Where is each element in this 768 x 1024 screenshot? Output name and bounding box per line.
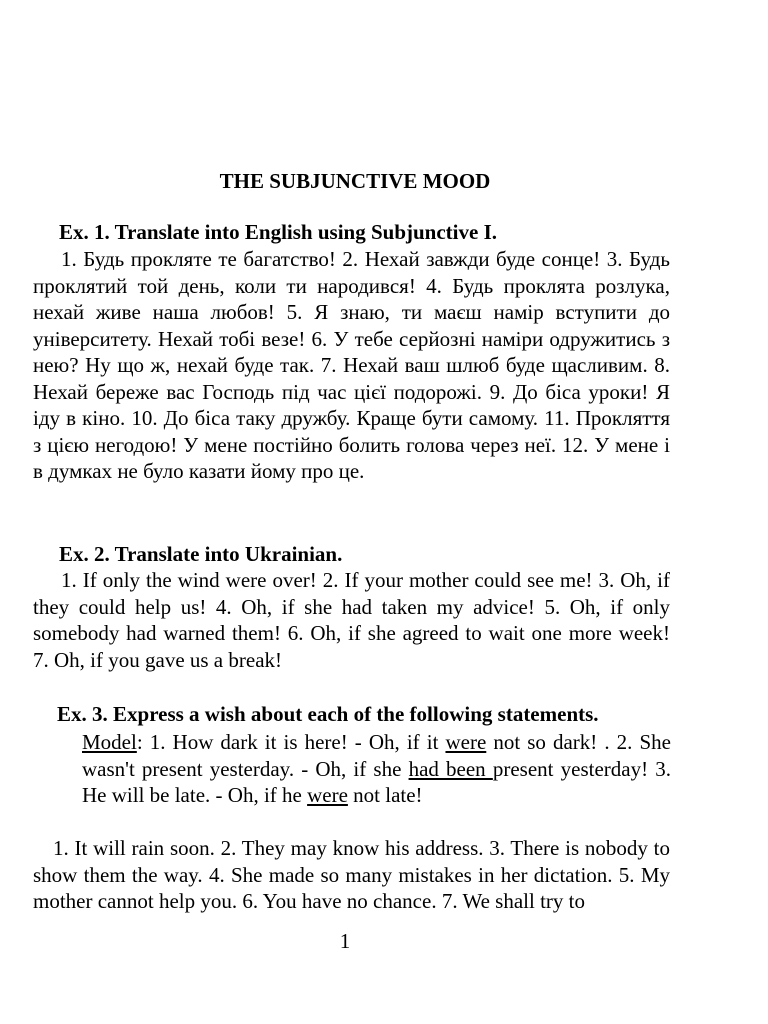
model-label: Model — [82, 730, 137, 754]
exercise-3-heading: Ex. 3. Express a wish about each of the following statements. — [57, 702, 599, 726]
model-underlined-2: had been — [408, 756, 493, 781]
exercise-3-model — [82, 729, 671, 809]
model-text-3: present yesterday! 3. He will be late. - Oh, if he — [82, 756, 671, 807]
model-underlined-1: were — [445, 730, 487, 754]
page-title: THE SUBJUNCTIVE MOOD — [219, 169, 491, 193]
page-number: 1 — [339, 929, 351, 953]
model-underlined-3: were — [307, 783, 348, 807]
model-text-2: not so dark! . 2. She wasn't present yesterday. - Oh, if she — [82, 730, 671, 781]
exercise-1-text: 1. Будь прокляте те багатство! 2. Нехай завжди буде сонце! 3. Будь проклятий той день, коли ти народився! 4. Будь проклята розлука, нехай живе наша любов! 5. Я знаю, ти маєш намір вступити до університету. Нехай тобі везе! 6. У тебе серйозні наміри одружитись з нею? Ну що ж, нехай буде так. 7. Нехай ваш шлюб буде щасливим. 8. Нехай береже вас Господь під час цієї подорожі. 9. До біса уроки! Я іду в кіно. 10. До біса таку дружбу. Краще бути самому. 11. Прокляття з цією негодою! У мене постійно болить голова через неї. 12. У мене і в думках не було казати йому про це. — [33, 247, 670, 483]
exercise-1-heading: Ex. 1. Translate into English using Subjunctive I. — [59, 220, 498, 244]
exercise-2-heading: Ex. 2. Translate into Ukrainian. — [59, 542, 343, 566]
model-text-1: : 1. How dark it is here! - Oh, if it — [136, 730, 446, 754]
model-text-4: not late! — [347, 783, 423, 807]
exercise-3-text: 1. It will rain soon. 2. They may know his address. 3. There is nobody to show them the way. 4. She made so many mistakes in her dictation. 5. My mother cannot help you. 6. You have no chance. 7. We shall try to — [33, 836, 670, 913]
exercise-2-text: 1. If only the wind were over! 2. If your mother could see me! 3. Oh, if they could help us! 4. Oh, if she had taken my advice! 5. Oh, if only somebody had warned them! 6. Oh, if she agreed to wait one more week! 7. Oh, if you gave us a break! — [33, 568, 670, 672]
